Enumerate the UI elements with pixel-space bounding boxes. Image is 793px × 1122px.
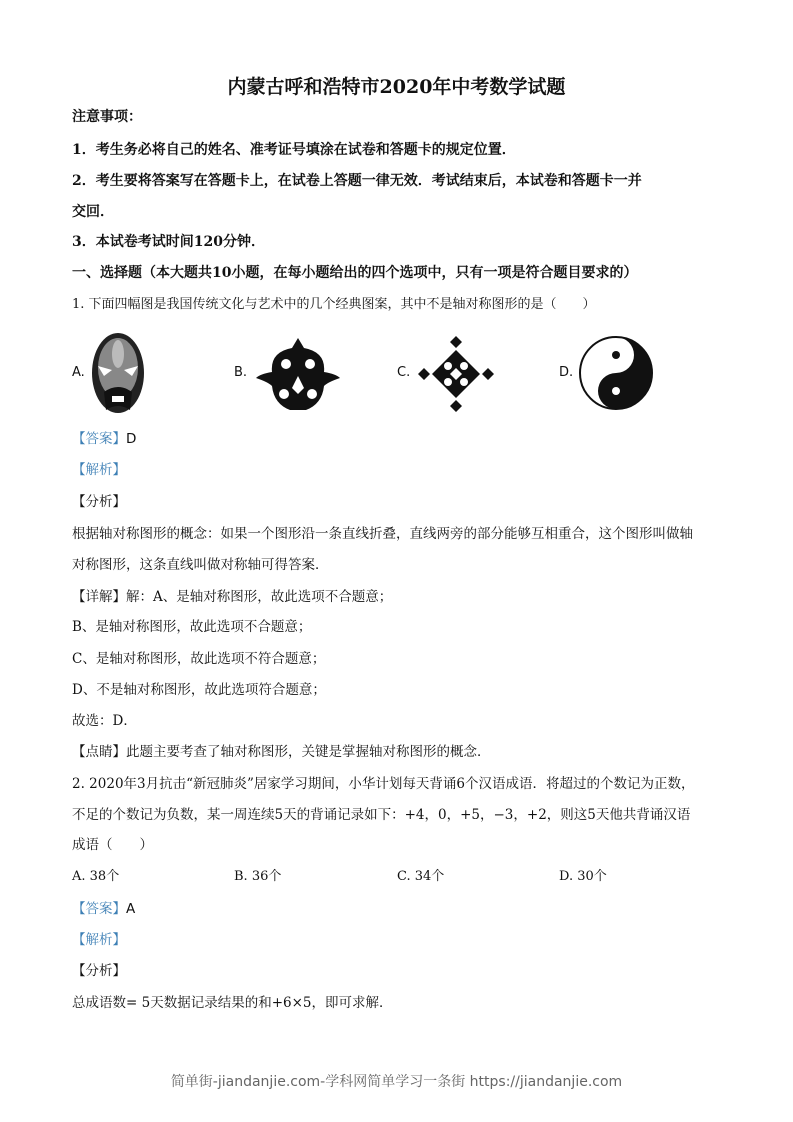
q1-stem: 1. 下面四幅图是我国传统文化与艺术中的几个经典图案，其中不是轴对称图形的是（ ） xyxy=(72,297,596,312)
analysis-tag: 【解析】 xyxy=(72,932,126,948)
q2-option-a: A. 38个 xyxy=(72,869,120,884)
q2-option-b: B. 36个 xyxy=(234,869,282,884)
page-title: 内蒙古呼和浩特市2020年中考数学试题 xyxy=(227,76,566,98)
q2-text-line: 总成语数= 5天数据记录结果的和+6×5，即可求解． xyxy=(72,995,393,1011)
q1-option-d: D. xyxy=(559,365,574,380)
q2-stem-line: 2. 2020年3月抗击“新冠肺炎”居家学习期间，小华计划每天背诵6个汉语成语．将超过的个数记为正数， xyxy=(72,776,695,792)
q2-answer xyxy=(72,900,135,918)
answer-tag: 【答案】 xyxy=(72,901,126,917)
notice-heading: 注意事项： xyxy=(72,109,142,125)
q2-option-c: C. 34个 xyxy=(397,869,445,884)
opera-mask-icon xyxy=(90,332,146,414)
fenxi-tag: 【分析】 xyxy=(72,963,126,979)
answer-tag: 【答案】 xyxy=(72,431,126,447)
q1-option-a: A. xyxy=(72,365,85,380)
q2-stem-line: 不足的个数记为负数，某一周连续5天的背诵记录如下：+4，0，+5，−3，+2，则这5天他共背诵汉语 xyxy=(72,807,691,823)
fenxi-tag: 【分析】 xyxy=(72,494,126,510)
q1-text-line: C、是轴对称图形，故此选项不符合题意； xyxy=(72,651,326,667)
analysis-tag: 【解析】 xyxy=(72,462,126,478)
q1-option-b: B. xyxy=(234,365,248,380)
answer-value: D xyxy=(126,431,137,447)
q1-text-line: 【详解】解：A、是轴对称图形，故此选项不合题意； xyxy=(72,589,393,605)
q1-text-line: B、是轴对称图形，故此选项不合题意； xyxy=(72,619,312,635)
section-heading: 一、选择题（本大题共10小题，在每小题给出的四个选项中，只有一项是符合题目要求的） xyxy=(72,265,638,281)
ornament-pattern-b-icon xyxy=(256,338,340,410)
q1-text-line: 对称图形，这条直线叫做对称轴可得答案． xyxy=(72,557,329,573)
q1-text-line: 根据轴对称图形的概念：如果一个图形沿一条直线折叠，直线两旁的部分能够互相重合，这个图形叫做轴 xyxy=(72,526,693,542)
notice-item: 交回． xyxy=(72,204,114,220)
notice-item: 2．考生要将答案写在答题卡上，在试卷上答题一律无效．考试结束后，本试卷和答题卡一并 xyxy=(72,173,642,189)
q1-text-line: 【点睛】此题主要考查了轴对称图形，关键是掌握轴对称图形的概念． xyxy=(72,744,491,760)
answer-value: A xyxy=(126,901,136,917)
yin-yang-icon xyxy=(578,335,654,411)
q1-answer xyxy=(72,430,136,448)
notice-item: 3．本试卷考试时间120分钟． xyxy=(72,234,265,250)
q2-option-d: D. 30个 xyxy=(559,869,607,884)
q1-option-c: C. xyxy=(397,365,411,380)
ornament-pattern-c-icon xyxy=(418,336,494,412)
footer-watermark: 简单街-jiandanjie.com-学科网简单学习一条街 https://jiandanjie.com xyxy=(170,1074,623,1090)
notice-item: 1．考生务必将自己的姓名、准考证号填涂在试卷和答题卡的规定位置． xyxy=(72,142,516,158)
q2-stem-line: 成语（ ） xyxy=(72,837,153,853)
q1-text-line: D、不是轴对称图形，故此选项符合题意； xyxy=(72,682,326,698)
q1-text-line: 故选：D． xyxy=(72,713,137,729)
